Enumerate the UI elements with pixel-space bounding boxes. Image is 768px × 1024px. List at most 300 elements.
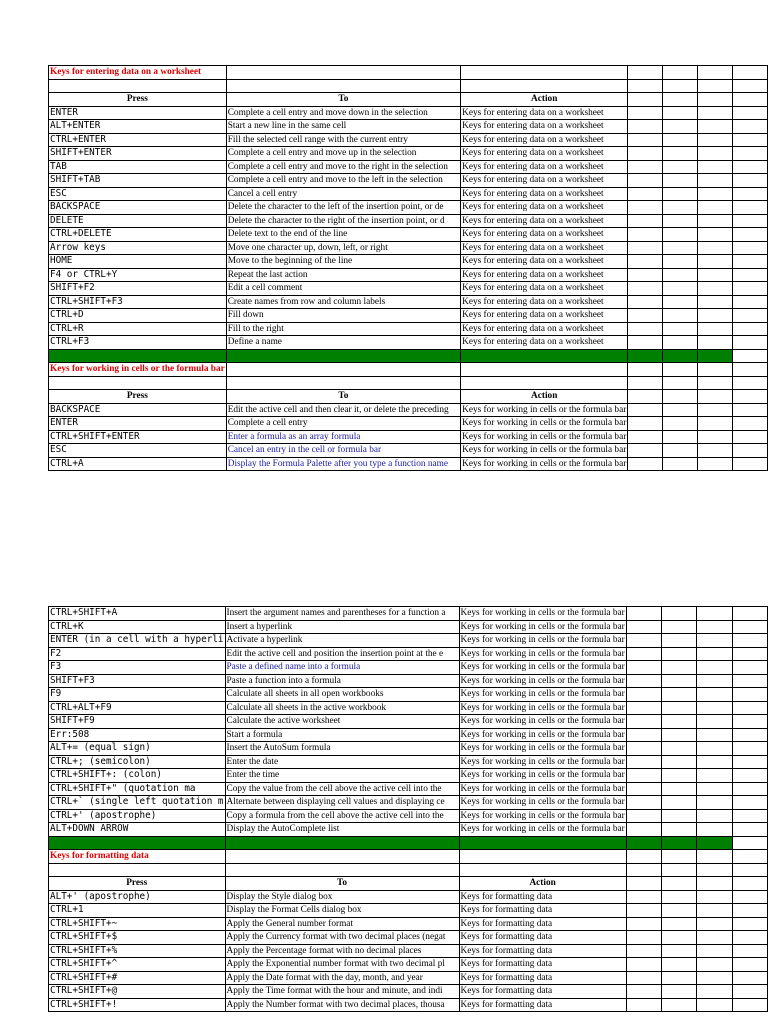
cell-to[interactable]: Calculate the active worksheet [225, 715, 459, 729]
empty-cell[interactable] [698, 160, 733, 174]
empty-cell[interactable] [733, 133, 768, 147]
cell-action[interactable]: Keys for entering data on a worksheet [461, 295, 628, 309]
empty-cell[interactable] [732, 782, 767, 796]
cell-action[interactable]: Keys for working in cells or the formula bar [462, 445, 627, 456]
cell-press[interactable]: CTRL+SHIFT+~ [49, 917, 226, 931]
empty-cell[interactable] [626, 958, 661, 972]
empty-cell[interactable] [698, 228, 733, 242]
empty-cell[interactable] [626, 769, 661, 783]
cell-press[interactable]: DELETE [49, 214, 227, 228]
empty-cell[interactable] [626, 647, 661, 661]
section-title[interactable]: Keys for working in cells or the formula bar [50, 364, 225, 375]
section-title[interactable]: Keys for formatting data [49, 850, 226, 864]
empty-cell[interactable] [732, 917, 767, 931]
empty-cell[interactable] [733, 187, 768, 201]
empty-cell[interactable] [663, 417, 698, 431]
empty-cell[interactable] [733, 309, 768, 323]
cell-press[interactable]: CTRL+SHIFT+: (colon) [49, 769, 226, 783]
empty-cell[interactable] [698, 268, 733, 282]
empty-cell[interactable] [628, 336, 663, 350]
empty-cell[interactable] [662, 863, 697, 877]
cell-action[interactable]: Keys for working in cells or the formula bar [460, 756, 625, 767]
empty-cell[interactable] [697, 998, 732, 1012]
cell-to[interactable]: Apply the Number format with two decimal places, thousa [225, 998, 459, 1012]
empty-cell[interactable] [662, 661, 697, 675]
empty-cell[interactable] [733, 147, 768, 161]
empty-cell[interactable] [697, 620, 732, 634]
cell-press[interactable]: CTRL+` (single left quotation m [50, 796, 224, 808]
empty-cell[interactable] [628, 160, 663, 174]
cell-to[interactable]: Copy a formula from the cell above the active cell into the [225, 809, 459, 823]
empty-cell[interactable] [697, 863, 732, 877]
empty-cell[interactable] [697, 607, 732, 621]
empty-cell[interactable] [732, 958, 767, 972]
empty-cell[interactable] [697, 647, 732, 661]
empty-cell[interactable] [663, 444, 698, 458]
empty-cell[interactable] [662, 823, 697, 837]
empty-cell[interactable] [733, 268, 768, 282]
empty-cell[interactable] [732, 647, 767, 661]
empty-cell[interactable] [626, 985, 661, 999]
empty-cell[interactable] [733, 349, 768, 363]
cell-to[interactable]: Cancel a cell entry [226, 187, 460, 201]
cell-action[interactable]: Keys for formatting data [459, 890, 626, 904]
cell-action[interactable]: Keys for entering data on a worksheet [461, 187, 628, 201]
empty-cell[interactable] [733, 160, 768, 174]
section-title[interactable]: Keys for entering data on a worksheet [49, 66, 227, 80]
empty-cell[interactable] [732, 809, 767, 823]
cell-press[interactable]: CTRL+A [49, 457, 227, 471]
empty-cell[interactable] [698, 390, 733, 404]
empty-cell[interactable] [733, 390, 768, 404]
cell-press[interactable]: ALT+= (equal sign) [49, 742, 226, 756]
empty-cell[interactable] [698, 376, 733, 390]
empty-cell[interactable] [663, 349, 698, 363]
empty-cell[interactable] [733, 430, 768, 444]
cell-to[interactable]: Alternate between displaying cell values and displaying ce [225, 796, 459, 810]
empty-cell[interactable] [626, 715, 661, 729]
cell-press[interactable]: SHIFT+F9 [49, 715, 226, 729]
empty-cell[interactable] [626, 661, 661, 675]
cell-action[interactable]: Keys for entering data on a worksheet [461, 147, 628, 161]
cell-action[interactable]: Keys for entering data on a worksheet [461, 255, 628, 269]
empty-cell[interactable] [697, 769, 732, 783]
empty-cell[interactable] [663, 133, 698, 147]
empty-cell[interactable] [663, 336, 698, 350]
empty-cell[interactable] [662, 985, 697, 999]
cell-to[interactable]: Fill down [226, 309, 460, 323]
empty-cell[interactable] [628, 322, 663, 336]
empty-cell[interactable] [626, 931, 661, 945]
empty-cell[interactable] [626, 836, 661, 850]
empty-cell[interactable] [626, 688, 661, 702]
cell-action[interactable]: Keys for working in cells or the formula bar [460, 783, 625, 794]
empty-cell[interactable] [226, 66, 460, 80]
empty-cell[interactable] [732, 931, 767, 945]
empty-cell[interactable] [698, 336, 733, 350]
cell-press[interactable]: CTRL+SHIFT+A [49, 607, 226, 621]
header-press[interactable]: Press [49, 93, 227, 107]
empty-cell[interactable] [732, 634, 767, 648]
empty-cell[interactable] [697, 904, 732, 918]
empty-cell[interactable] [662, 607, 697, 621]
cell-press[interactable]: Err:508 [49, 728, 226, 742]
cell-press[interactable]: CTRL+SHIFT+% [49, 944, 226, 958]
empty-cell[interactable] [733, 417, 768, 431]
empty-cell[interactable] [226, 349, 460, 363]
cell-action[interactable]: Keys for working in cells or the formula bar [460, 675, 625, 686]
cell-to[interactable]: Edit the active cell and then clear it, or delete the preceding [226, 403, 460, 417]
empty-cell[interactable] [663, 160, 698, 174]
cell-press[interactable]: SHIFT+TAB [49, 174, 227, 188]
cell-action[interactable]: Keys for entering data on a worksheet [461, 228, 628, 242]
cell-action[interactable]: Keys for working in cells or the formula bar [460, 824, 625, 835]
empty-cell[interactable] [698, 106, 733, 120]
cell-action[interactable]: Keys for working in cells or the formula bar [460, 729, 625, 740]
cell-press[interactable]: CTRL+SHIFT+@ [49, 985, 226, 999]
cell-to[interactable]: Complete a cell entry and move to the left in the selection [226, 174, 460, 188]
empty-cell[interactable] [663, 120, 698, 134]
empty-cell[interactable] [662, 796, 697, 810]
empty-cell[interactable] [698, 214, 733, 228]
cell-action[interactable]: Keys for working in cells or the formula bar [460, 621, 625, 632]
empty-cell[interactable] [663, 228, 698, 242]
empty-cell[interactable] [697, 890, 732, 904]
empty-cell[interactable] [663, 268, 698, 282]
empty-cell[interactable] [628, 295, 663, 309]
empty-cell[interactable] [628, 390, 663, 404]
empty-cell[interactable] [628, 241, 663, 255]
empty-cell[interactable] [733, 295, 768, 309]
empty-cell[interactable] [662, 944, 697, 958]
empty-cell[interactable] [662, 917, 697, 931]
cell-to[interactable]: Apply the Time format with the hour and minute, and indi [225, 985, 459, 999]
cell-press[interactable]: F3 [49, 661, 226, 675]
cell-action[interactable]: Keys for entering data on a worksheet [461, 174, 628, 188]
empty-cell[interactable] [461, 376, 628, 390]
empty-cell[interactable] [732, 607, 767, 621]
cell-to[interactable]: Display the Format Cells dialog box [225, 904, 459, 918]
empty-cell[interactable] [662, 647, 697, 661]
empty-cell[interactable] [697, 823, 732, 837]
empty-cell[interactable] [662, 769, 697, 783]
empty-cell[interactable] [733, 363, 768, 377]
empty-cell[interactable] [662, 634, 697, 648]
empty-cell[interactable] [459, 850, 626, 864]
cell-action[interactable]: Keys for formatting data [459, 931, 626, 945]
empty-cell[interactable] [628, 363, 663, 377]
empty-cell[interactable] [626, 620, 661, 634]
cell-to[interactable]: Delete the character to the right of the insertion point, or d [226, 214, 460, 228]
cell-action[interactable]: Keys for working in cells or the formula bar [460, 635, 625, 646]
empty-cell[interactable] [626, 634, 661, 648]
empty-cell[interactable] [459, 863, 626, 877]
cell-press[interactable]: ENTER [49, 417, 227, 431]
empty-cell[interactable] [662, 904, 697, 918]
cell-press[interactable]: ALT+DOWN ARROW [49, 823, 226, 837]
empty-cell[interactable] [628, 106, 663, 120]
empty-cell[interactable] [733, 93, 768, 107]
empty-cell[interactable] [697, 809, 732, 823]
cell-press[interactable]: BACKSPACE [49, 403, 227, 417]
empty-cell[interactable] [461, 66, 628, 80]
cell-action[interactable]: Keys for entering data on a worksheet [461, 160, 628, 174]
cell-press[interactable]: F2 [49, 647, 226, 661]
empty-cell[interactable] [697, 688, 732, 702]
empty-cell[interactable] [662, 998, 697, 1012]
empty-cell[interactable] [697, 701, 732, 715]
cell-action[interactable]: Keys for working in cells or the formula bar [462, 404, 627, 415]
empty-cell[interactable] [628, 457, 663, 471]
empty-cell[interactable] [461, 349, 628, 363]
empty-cell[interactable] [732, 985, 767, 999]
cell-to[interactable]: Create names from row and column labels [226, 295, 460, 309]
empty-cell[interactable] [697, 931, 732, 945]
cell-action[interactable]: Keys for entering data on a worksheet [461, 282, 628, 296]
cell-action[interactable]: Keys for entering data on a worksheet [461, 336, 628, 350]
empty-cell[interactable] [698, 120, 733, 134]
cell-to[interactable]: Edit the active cell and position the insertion point at the e [225, 647, 459, 661]
empty-cell[interactable] [628, 228, 663, 242]
cell-to[interactable]: Define a name [226, 336, 460, 350]
cell-to[interactable]: Complete a cell entry [226, 417, 460, 431]
empty-cell[interactable] [626, 674, 661, 688]
header-press[interactable]: Press [49, 877, 226, 891]
cell-to[interactable]: Edit a cell comment [226, 282, 460, 296]
cell-press[interactable]: CTRL+SHIFT+" (quotation ma [49, 782, 226, 796]
empty-cell[interactable] [732, 863, 767, 877]
empty-cell[interactable] [698, 241, 733, 255]
empty-cell[interactable] [628, 79, 663, 93]
empty-cell[interactable] [732, 823, 767, 837]
empty-cell[interactable] [698, 349, 733, 363]
empty-cell[interactable] [733, 66, 768, 80]
empty-cell[interactable] [662, 742, 697, 756]
empty-cell[interactable] [732, 688, 767, 702]
empty-cell[interactable] [628, 201, 663, 215]
cell-to[interactable]: Insert a hyperlink [225, 620, 459, 634]
empty-cell[interactable] [626, 971, 661, 985]
cell-to[interactable]: Apply the Percentage format with no decimal places [225, 944, 459, 958]
cell-to[interactable]: Paste a defined name into a formula [225, 661, 459, 675]
cell-action[interactable]: Keys for entering data on a worksheet [461, 268, 628, 282]
empty-cell[interactable] [626, 917, 661, 931]
empty-cell[interactable] [697, 634, 732, 648]
empty-cell[interactable] [732, 620, 767, 634]
cell-action[interactable]: Keys for entering data on a worksheet [461, 214, 628, 228]
cell-action[interactable]: Keys for entering data on a worksheet [461, 241, 628, 255]
cell-press[interactable]: CTRL+D [49, 309, 227, 323]
empty-cell[interactable] [732, 836, 767, 850]
empty-cell[interactable] [732, 674, 767, 688]
cell-to[interactable]: Enter a formula as an array formula [226, 430, 460, 444]
cell-to[interactable]: Apply the Date format with the day, month, and year [225, 971, 459, 985]
empty-cell[interactable] [733, 336, 768, 350]
empty-cell[interactable] [662, 850, 697, 864]
empty-cell[interactable] [663, 79, 698, 93]
cell-to[interactable]: Display the Formula Palette after you type a function name [226, 457, 460, 471]
empty-cell[interactable] [663, 390, 698, 404]
cell-to[interactable]: Complete a cell entry and move up in the selection [226, 147, 460, 161]
empty-cell[interactable] [225, 836, 459, 850]
empty-cell[interactable] [698, 430, 733, 444]
cell-press[interactable]: ALT+' (apostrophe) [49, 890, 226, 904]
cell-action[interactable]: Keys for working in cells or the formula bar [460, 702, 625, 713]
empty-cell[interactable] [732, 742, 767, 756]
empty-cell[interactable] [732, 971, 767, 985]
empty-cell[interactable] [663, 174, 698, 188]
empty-cell[interactable] [698, 309, 733, 323]
empty-cell[interactable] [732, 998, 767, 1012]
cell-press[interactable]: BACKSPACE [49, 201, 227, 215]
cell-to[interactable]: Apply the Currency format with two decimal places (negat [225, 931, 459, 945]
empty-cell[interactable] [626, 823, 661, 837]
cell-action[interactable]: Keys for working in cells or the formula bar [460, 810, 625, 821]
cell-to[interactable]: Enter the date [225, 755, 459, 769]
cell-action[interactable]: Keys for formatting data [459, 985, 626, 999]
cell-to[interactable]: Move to the beginning of the line [226, 255, 460, 269]
empty-cell[interactable] [628, 282, 663, 296]
empty-cell[interactable] [626, 796, 661, 810]
empty-cell[interactable] [732, 796, 767, 810]
empty-cell[interactable] [663, 282, 698, 296]
empty-cell[interactable] [732, 755, 767, 769]
empty-cell[interactable] [626, 607, 661, 621]
cell-to[interactable]: Activate a hyperlink [225, 634, 459, 648]
cell-to[interactable]: Apply the General number format [225, 917, 459, 931]
cell-action[interactable]: Keys for working in cells or the formula bar [460, 770, 625, 781]
empty-cell[interactable] [733, 214, 768, 228]
empty-cell[interactable] [733, 457, 768, 471]
cell-press[interactable]: CTRL+1 [49, 904, 226, 918]
empty-cell[interactable] [628, 403, 663, 417]
cell-to[interactable]: Cancel an entry in the cell or formula bar [226, 444, 460, 458]
empty-cell[interactable] [662, 877, 697, 891]
cell-action[interactable]: Keys for working in cells or the formula bar [460, 662, 625, 673]
cell-to[interactable]: Start a new line in the same cell [226, 120, 460, 134]
empty-cell[interactable] [697, 782, 732, 796]
empty-cell[interactable] [697, 917, 732, 931]
empty-cell[interactable] [626, 742, 661, 756]
cell-press[interactable]: ESC [49, 187, 227, 201]
cell-press[interactable]: SHIFT+F3 [49, 674, 226, 688]
empty-cell[interactable] [626, 998, 661, 1012]
cell-press[interactable]: CTRL+SHIFT+^ [49, 958, 226, 972]
empty-cell[interactable] [697, 971, 732, 985]
empty-cell[interactable] [628, 66, 663, 80]
empty-cell[interactable] [697, 877, 732, 891]
empty-cell[interactable] [226, 376, 460, 390]
empty-cell[interactable] [732, 877, 767, 891]
cell-to[interactable]: Start a formula [225, 728, 459, 742]
empty-cell[interactable] [49, 349, 227, 363]
cell-press[interactable]: CTRL+ENTER [49, 133, 227, 147]
empty-cell[interactable] [697, 944, 732, 958]
empty-cell[interactable] [626, 850, 661, 864]
empty-cell[interactable] [698, 93, 733, 107]
header-action[interactable]: Action [459, 877, 626, 891]
cell-press[interactable]: ENTER [49, 106, 227, 120]
empty-cell[interactable] [697, 755, 732, 769]
cell-press[interactable]: CTRL+K [49, 620, 226, 634]
cell-to[interactable]: Copy the value from the cell above the active cell into the [225, 782, 459, 796]
cell-to[interactable]: Delete text to the end of the line [226, 228, 460, 242]
empty-cell[interactable] [662, 755, 697, 769]
empty-cell[interactable] [732, 890, 767, 904]
cell-action[interactable]: Keys for formatting data [459, 958, 626, 972]
cell-press[interactable]: Arrow keys [49, 241, 227, 255]
cell-to[interactable]: Insert the argument names and parentheses for a function a [225, 607, 459, 621]
empty-cell[interactable] [663, 214, 698, 228]
cell-press[interactable]: ENTER (in a cell with a hyperli [50, 634, 224, 646]
cell-press[interactable]: CTRL+; (semicolon) [49, 755, 226, 769]
cell-press[interactable]: F4 or CTRL+Y [49, 268, 227, 282]
empty-cell[interactable] [628, 268, 663, 282]
cell-press[interactable]: CTRL+SHIFT+# [49, 971, 226, 985]
cell-action[interactable]: Keys for working in cells or the formula bar [460, 797, 625, 808]
empty-cell[interactable] [626, 701, 661, 715]
cell-to[interactable]: Calculate all sheets in the active workbook [225, 701, 459, 715]
cell-press[interactable]: TAB [49, 160, 227, 174]
empty-cell[interactable] [663, 147, 698, 161]
header-press[interactable]: Press [49, 390, 227, 404]
empty-cell[interactable] [732, 701, 767, 715]
empty-cell[interactable] [732, 769, 767, 783]
empty-cell[interactable] [226, 79, 460, 93]
empty-cell[interactable] [626, 890, 661, 904]
empty-cell[interactable] [662, 958, 697, 972]
cell-to[interactable]: Calculate all sheets in all open workbooks [225, 688, 459, 702]
empty-cell[interactable] [461, 363, 628, 377]
empty-cell[interactable] [698, 457, 733, 471]
cell-action[interactable]: Keys for formatting data [459, 944, 626, 958]
empty-cell[interactable] [628, 120, 663, 134]
empty-cell[interactable] [626, 863, 661, 877]
cell-press[interactable]: ESC [49, 444, 227, 458]
empty-cell[interactable] [626, 728, 661, 742]
empty-cell[interactable] [628, 187, 663, 201]
cell-action[interactable]: Keys for working in cells or the formula bar [462, 431, 627, 442]
cell-to[interactable]: Delete the character to the left of the insertion point, or de [226, 201, 460, 215]
empty-cell[interactable] [628, 349, 663, 363]
empty-cell[interactable] [662, 782, 697, 796]
empty-cell[interactable] [626, 782, 661, 796]
empty-cell[interactable] [697, 958, 732, 972]
empty-cell[interactable] [733, 255, 768, 269]
empty-cell[interactable] [697, 661, 732, 675]
empty-cell[interactable] [626, 755, 661, 769]
empty-cell[interactable] [732, 850, 767, 864]
empty-cell[interactable] [698, 363, 733, 377]
empty-cell[interactable] [628, 376, 663, 390]
empty-cell[interactable] [663, 187, 698, 201]
cell-press[interactable]: SHIFT+ENTER [49, 147, 227, 161]
empty-cell[interactable] [662, 728, 697, 742]
empty-cell[interactable] [698, 403, 733, 417]
empty-cell[interactable] [663, 201, 698, 215]
empty-cell[interactable] [697, 728, 732, 742]
empty-cell[interactable] [662, 715, 697, 729]
header-action[interactable]: Action [461, 93, 628, 107]
empty-cell[interactable] [225, 850, 459, 864]
empty-cell[interactable] [698, 322, 733, 336]
empty-cell[interactable] [698, 147, 733, 161]
empty-cell[interactable] [459, 836, 626, 850]
cell-action[interactable]: Keys for formatting data [459, 998, 626, 1012]
empty-cell[interactable] [663, 363, 698, 377]
cell-action[interactable]: Keys for formatting data [459, 971, 626, 985]
empty-cell[interactable] [663, 241, 698, 255]
